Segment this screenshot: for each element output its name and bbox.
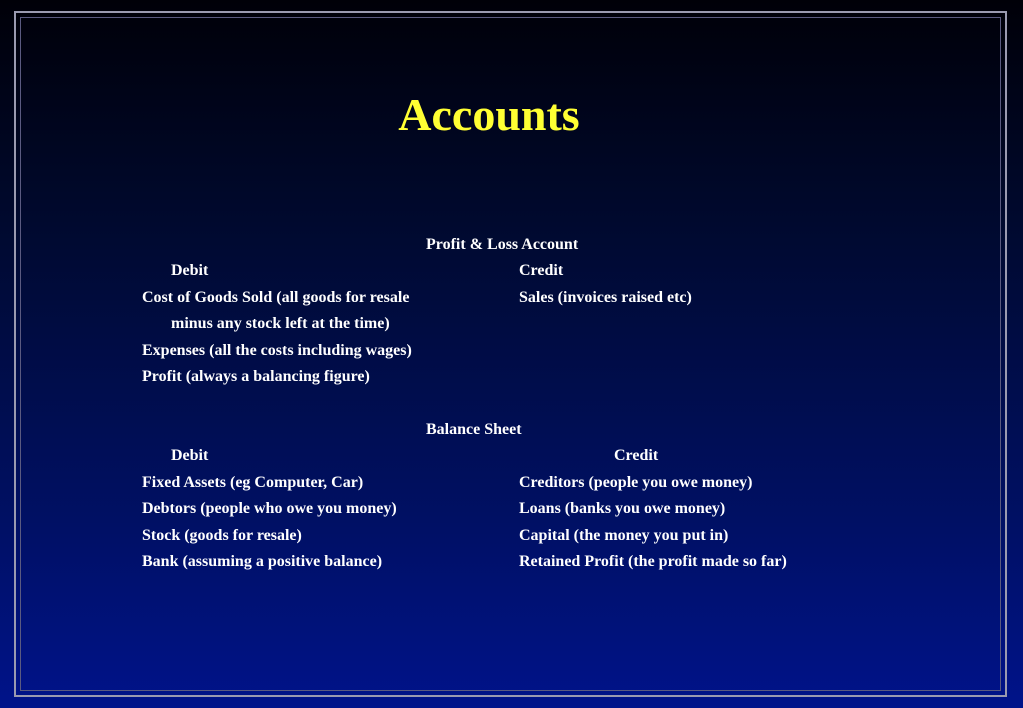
bs-credit-line: Capital (the money you put in) (519, 527, 729, 544)
bs-credit-line: Loans (banks you owe money) (519, 500, 726, 517)
slide-title: Accounts (398, 89, 580, 140)
pl-debit-line: Profit (always a balancing figure) (142, 368, 370, 385)
pl-heading: Profit & Loss Account (426, 236, 579, 253)
pl-credit-label: Credit (519, 262, 564, 279)
bs-credit-line: Retained Profit (the profit made so far) (519, 553, 787, 570)
bs-debit-line: Bank (assuming a positive balance) (142, 553, 383, 570)
pl-debit-line: minus any stock left at the time) (171, 315, 390, 332)
pl-debit-line: Expenses (all the costs including wages) (142, 342, 412, 359)
pl-credit-line: Sales (invoices raised etc) (519, 289, 692, 306)
bs-debit-line: Fixed Assets (eg Computer, Car) (142, 474, 364, 491)
bs-debit-line: Debtors (people who owe you money) (142, 500, 397, 517)
bs-credit-line: Creditors (people you owe money) (519, 474, 753, 491)
pl-debit-label: Debit (171, 262, 209, 279)
bs-credit-label: Credit (614, 447, 659, 464)
bs-debit-label: Debit (171, 447, 209, 464)
bs-debit-line: Stock (goods for resale) (142, 527, 302, 544)
pl-debit-line: Cost of Goods Sold (all goods for resale (142, 289, 410, 306)
bs-heading: Balance Sheet (426, 421, 522, 438)
